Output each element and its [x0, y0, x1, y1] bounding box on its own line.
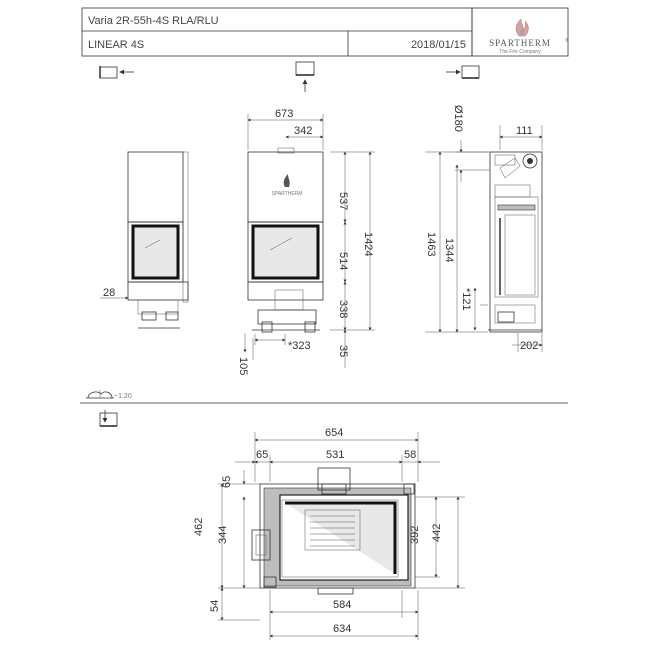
view-symbol-top [100, 410, 117, 426]
scale-label: ~1:20 [114, 393, 132, 400]
dim-front-foot: 35 [337, 345, 349, 358]
dim-plan-right-depth: 442 [431, 523, 443, 542]
dim-side-depth: 28 [103, 287, 116, 299]
dim-leg-offset: 105 [237, 357, 249, 376]
brand-registered: ® [565, 38, 569, 44]
view-symbol-front [296, 62, 314, 92]
dim-plan-base-width: 634 [333, 623, 352, 635]
dim-plan-width: 654 [325, 427, 344, 439]
dim-plan-top-offset: 65 [221, 475, 233, 488]
drawing-date: 2018/01/15 [410, 39, 466, 51]
dim-side-body: 1344 [443, 238, 455, 263]
dim-plan-depth-inner: 344 [217, 525, 229, 544]
dim-side-flue-center: *121 [460, 288, 472, 311]
spartherm-logo [489, 19, 569, 55]
model-name: Varia 2R-55h-4S RLA/RLU [88, 15, 219, 27]
dim-flue-offset: 111 [516, 125, 533, 137]
view-symbol-left [100, 66, 134, 78]
dim-front-window: 514 [337, 252, 349, 271]
view-symbol-right [446, 66, 479, 78]
dim-plan-left: 65 [256, 449, 269, 461]
dim-front-total: 1424 [362, 232, 374, 257]
dim-plan-inner: 531 [326, 449, 345, 461]
front-glass [253, 226, 318, 278]
front-logo [272, 174, 303, 197]
left-side-view [100, 152, 188, 328]
scale-indicator [86, 390, 132, 400]
title-block [82, 8, 569, 56]
dim-front-top: 537 [337, 192, 349, 211]
dim-side-base-depth: 202 [520, 340, 539, 352]
dim-plan-front-width: 584 [333, 599, 352, 611]
series-name: LINEAR 4S [88, 39, 145, 51]
front-view [237, 108, 375, 375]
svg-text:SPARTHERM: SPARTHERM [271, 191, 303, 197]
dim-plan-firebox: 392 [409, 525, 421, 544]
dim-front-half: 342 [294, 125, 313, 137]
dim-plan-right: 58 [404, 449, 417, 461]
dim-side-total: 1463 [425, 232, 437, 257]
dim-front-base: 338 [337, 300, 349, 319]
dim-plan-depth-total: 462 [193, 517, 205, 536]
brand-tagline: The Fire Company [499, 49, 541, 55]
dim-front-width: 673 [275, 108, 294, 120]
left-side-glass [133, 226, 178, 278]
dim-foot-width: *323 [288, 340, 311, 352]
dim-plan-front-offset: 54 [209, 599, 221, 612]
brand-name: SPARTHERM [489, 38, 551, 48]
right-side-view [425, 105, 542, 352]
dim-flue-diameter: Ø180 [452, 105, 464, 132]
plan-view [193, 427, 465, 640]
